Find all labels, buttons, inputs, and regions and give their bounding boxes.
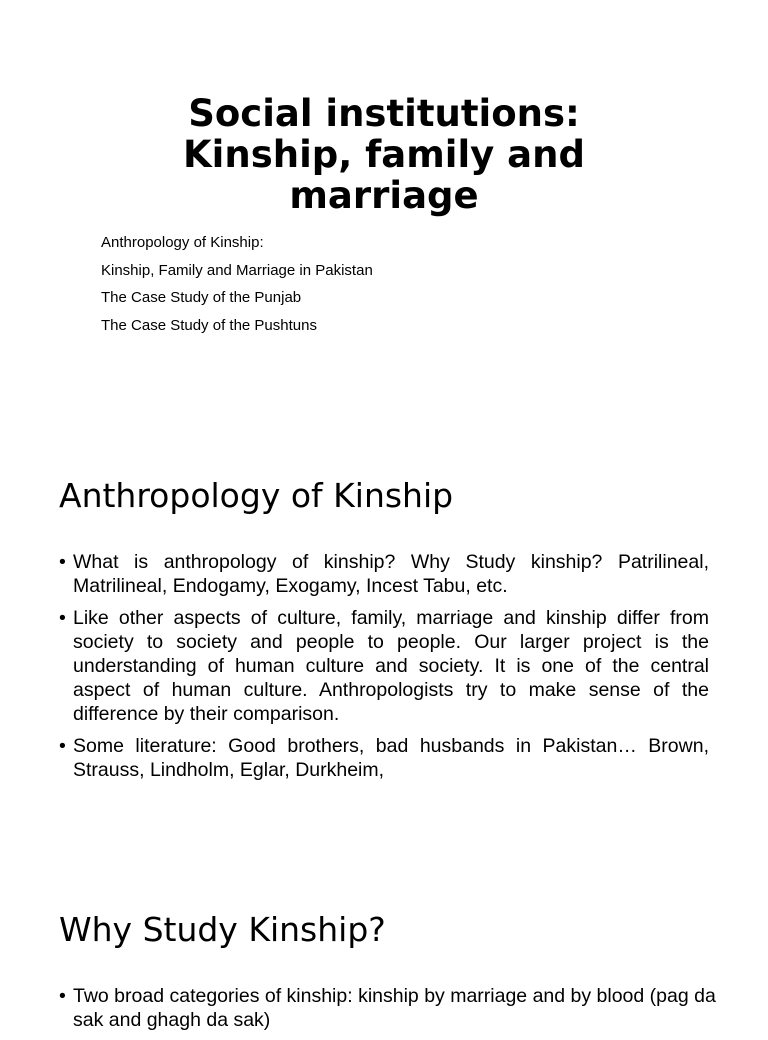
subtitle-item: The Case Study of the Punjab — [101, 289, 302, 306]
subtitle-item: Anthropology of Kinship: — [101, 234, 264, 251]
bullet-item — [59, 984, 719, 1032]
title-line-3: marriage — [289, 174, 479, 217]
title-line-1: Social institutions: — [188, 92, 580, 135]
bullet-text: Two broad categories of kinship: kinship by marriage and by blood (pag da sak and ghagh da sak) — [73, 985, 716, 1031]
title-line-2: Kinship, family and — [183, 133, 585, 176]
subtitle-list — [101, 229, 373, 339]
bullet-marker: • — [59, 607, 66, 629]
bullet-item — [59, 734, 709, 782]
bullet-text: What is anthropology of kinship? Why Study kinship? Patrilineal, Matrilineal, Endogamy, Exogamy, Incest Tabu, etc. — [73, 551, 709, 597]
subtitle-item: The Case Study of the Pushtuns — [101, 316, 317, 334]
bullet-list — [59, 550, 709, 790]
bullet-marker: • — [59, 985, 66, 1007]
content-slide-why-study — [0, 870, 768, 1031]
bullet-marker: • — [59, 735, 66, 757]
bullet-list — [59, 984, 719, 1040]
bullet-item — [59, 606, 709, 726]
content-slide-anthropology — [0, 440, 768, 860]
slide-heading: Anthropology of Kinship — [59, 476, 454, 515]
slide-title — [100, 93, 668, 216]
slide-heading: Why Study Kinship? — [59, 910, 386, 949]
bullet-text: Like other aspects of culture, family, marriage and kinship differ from society to society and people to people. Our larger project is the understanding of human culture and society. It is one of the central aspect of human culture. Anthropologists try to make sense of the difference by their comparison. — [73, 607, 709, 725]
bullet-marker: • — [59, 551, 66, 573]
bullet-text: Some literature: Good brothers, bad husbands in Pakistan… Brown, Strauss, Lindholm, Eglar, Durkheim, — [73, 735, 709, 781]
bullet-item — [59, 550, 709, 598]
title-slide — [0, 0, 768, 430]
subtitle-item: Kinship, Family and Marriage in Pakistan — [101, 261, 373, 279]
